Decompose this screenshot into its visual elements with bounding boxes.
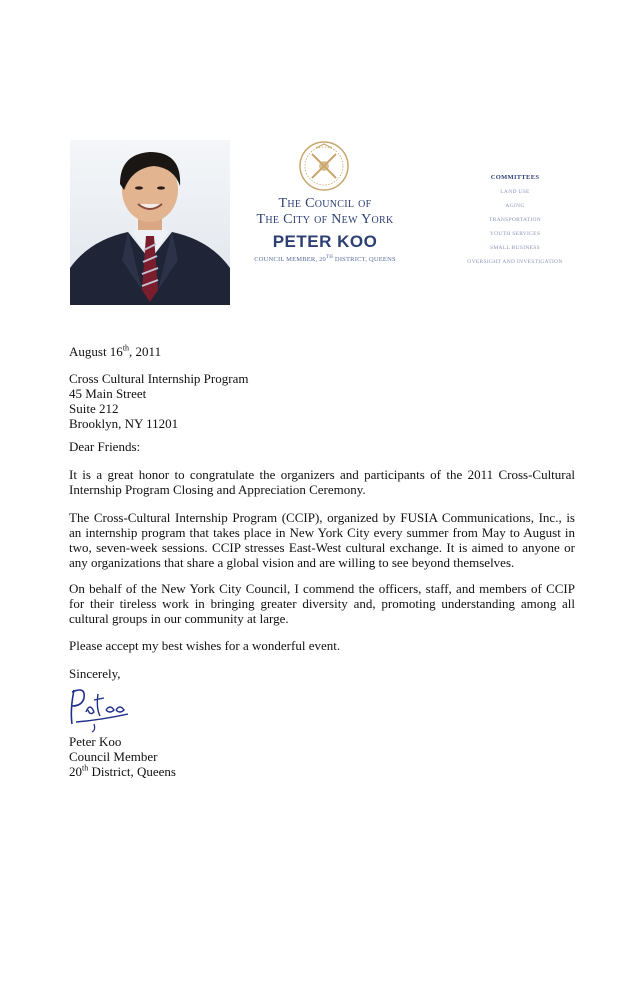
body-paragraph-2: The Cross-Cultural Internship Program (CCIP), organized by FUSIA Communications, Inc., is an internship program that takes place in New York City every summer from May to August in two, seven-week sessions. CCIP stresses East-West cultural exchange. It is aimed to anyone or any organizations that share a global vision and are willing to see beyond themselves. [69,510,575,570]
committee-item: SMALL BUSINESS [490,245,540,251]
body-paragraph-4: Please accept my best wishes for a wonderful event. [69,638,341,653]
member-name: PETER KOO [272,232,378,251]
council-name-line-1: The Council of [278,196,372,211]
member-title: COUNCIL MEMBER, 20TH DISTRICT, QUEENS [254,255,396,264]
recipient-name: Cross Cultural Internship Program [69,371,249,386]
letter-date: August 16th, 2011 [69,343,162,359]
body-paragraph-1: It is a great honor to congratulate the organizers and participants of the 2011 Cross-Cultural Internship Program Closing and Appreciation Ceremony. [69,467,575,497]
committee-item: LAND USE [500,189,530,195]
signer-district: 20th District, Queens [69,763,176,779]
body-paragraph-3: On behalf of the New York City Council, I commend the officers, staff, and members of CCIP for their tireless work in bringing greater diversity and, promoting understanding among all cultural groups in our community at large. [69,581,575,626]
council-name-line-2: The City of New York [256,212,394,227]
recipient-suite: Suite 212 [69,401,119,416]
committees-heading: COMMITTEES [490,174,540,181]
signer-block [69,734,176,779]
committee-item: TRANSPORTATION [488,217,542,223]
city-seal-icon [298,140,350,192]
signer-title: Council Member [69,749,158,764]
portrait-photo [70,140,230,305]
salutation: Dear Friends: [69,439,141,454]
recipient-address [69,371,248,431]
committees-list [455,174,575,265]
committee-item: YOUTH SERVICES [489,231,541,237]
recipient-street: 45 Main Street [69,386,147,401]
handwritten-signature [64,680,136,734]
signer-name: Peter Koo [69,734,122,749]
recipient-city: Brooklyn, NY 11201 [69,416,179,431]
committee-item: OVERSIGHT AND INVESTIGATION [467,259,563,265]
committee-item: AGING [505,203,525,209]
closing: Sincerely, [69,666,121,681]
